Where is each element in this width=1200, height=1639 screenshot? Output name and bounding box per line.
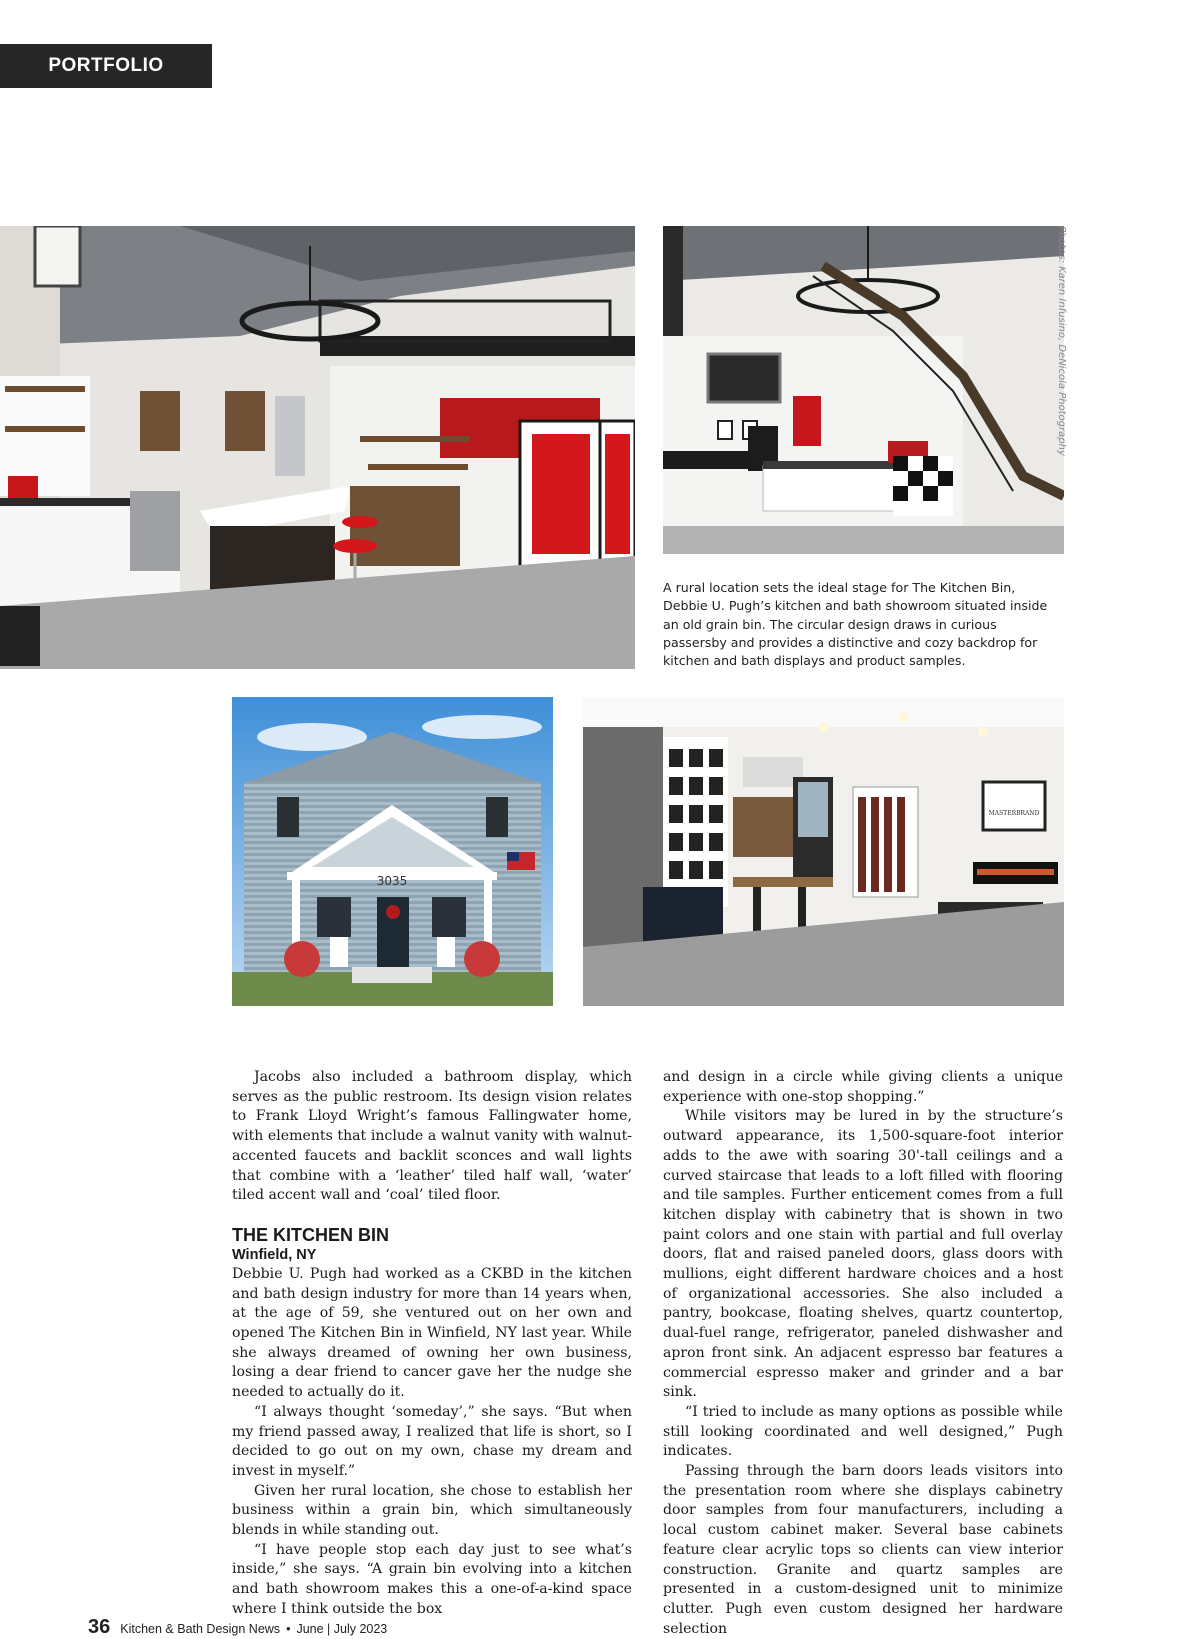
article-paragraph: and design in a circle while giving clients a unique experience with one-stop shopping.” bbox=[663, 1069, 1063, 1105]
page-number: 36 bbox=[88, 1616, 111, 1638]
article-column-left bbox=[232, 1068, 632, 1620]
footer-separator: • bbox=[286, 1622, 291, 1636]
article-paragraph: Jacobs also included a bathroom display, which serves as the public restroom. Its design vision relates to Frank Lloyd Wright’s famous Fallingwater home, with elements that include a walnut vanity with walnut-accented faucets and backlit sconces and wall lights that combine with a ‘leather’ tiled half wall, ‘water’ tiled accent wall and ‘coal’ tiled floor. bbox=[232, 1069, 632, 1204]
section-tab: PORTFOLIO bbox=[0, 44, 212, 88]
article-paragraph: Passing through the barn doors leads visitors into the presentation room where she displays cabinetry door samples from four manufacturers, including a local custom cabinet maker. Several base cabinets feature clear acrylic tops so clients can view interior construction. Granite and quartz samples are presented in a custom-designed unit to minimize clutter. Pugh even custom designed her hardware selection bbox=[663, 1463, 1063, 1637]
photo-grain-bin-exterior bbox=[232, 697, 553, 1006]
section-location: Winfield, NY bbox=[232, 1246, 317, 1263]
photo-credit: Photos: Karen Infusino, DeNicola Photography bbox=[1056, 226, 1067, 456]
house-number: 3035 bbox=[376, 874, 408, 888]
article-paragraph: “I tried to include as many options as possible while still looking coordinated and well designed,” Pugh indicates. bbox=[663, 1403, 1063, 1460]
article-paragraph: “I have people stop each day just to see what’s inside,” she says. “A grain bin evolving into a kitchen and bath showroom makes this a one-of-a-kind space where I think outside the box bbox=[232, 1541, 632, 1617]
article-paragraph: Given her rural location, she chose to establish her business within a grain bin, which simultaneously blends in while standing out. bbox=[232, 1482, 632, 1539]
article-paragraph: Debbie U. Pugh had worked as a CKBD in the kitchen and bath design industry for more than 14 years when, at the age of 59, she ventured out on her own and opened The Kitchen Bin in Winfield, NY last year. While she always dreamed of owning her own business, losing a dear friend to cancer gave her the nudge she needed to actually do it. bbox=[232, 1265, 632, 1401]
article-paragraph: “I always thought ‘someday’,” she says. “But when my friend passed away, I realized that life is short, so I decided to go out on my own, chase my dream and invest in myself.” bbox=[232, 1403, 632, 1479]
article-column-right bbox=[663, 1068, 1063, 1639]
photo-presentation-room bbox=[583, 697, 1064, 1006]
photo-caption: A rural location sets the ideal stage for The Kitchen Bin, Debbie U. Pugh’s kitchen and bath showroom situated inside an old grain bin. The circular design draws in curious passersby and provides a distinctive and cozy backdrop for kitchen and bath displays and product samples. bbox=[663, 580, 1048, 669]
photo-reception-staircase bbox=[663, 226, 1064, 554]
article-paragraph: While visitors may be lured in by the structure’s outward appearance, its 1,500-square-foot interior adds to the awe with soaring 30'-tall ceilings and a curved staircase that leads to a loft filled with flooring and tile samples. Further enticement comes from a full kitchen display with cabinetry that is shown in two paint colors and one stain with partial and full overlay doors, flat and raised paneled doors, glass doors with mullions, eight different hardware choices and a host of organizational accessories. She also included a pantry, bookcase, floating shelves, quartz countertop, dual-fuel range, refrigerator, paneled dishwasher and apron front sink. An adjacent espresso bar features a commercial espresso maker and grinder and a bar sink. bbox=[663, 1108, 1063, 1401]
section-heading: THE KITCHEN BIN bbox=[232, 1224, 389, 1245]
page-footer bbox=[88, 1616, 387, 1639]
photo-kitchen-interior bbox=[0, 226, 635, 669]
publication-name: Kitchen & Bath Design News bbox=[120, 1622, 281, 1636]
issue-date: June | July 2023 bbox=[296, 1622, 388, 1636]
brand-sign: MASTERBRAND bbox=[988, 810, 1040, 817]
